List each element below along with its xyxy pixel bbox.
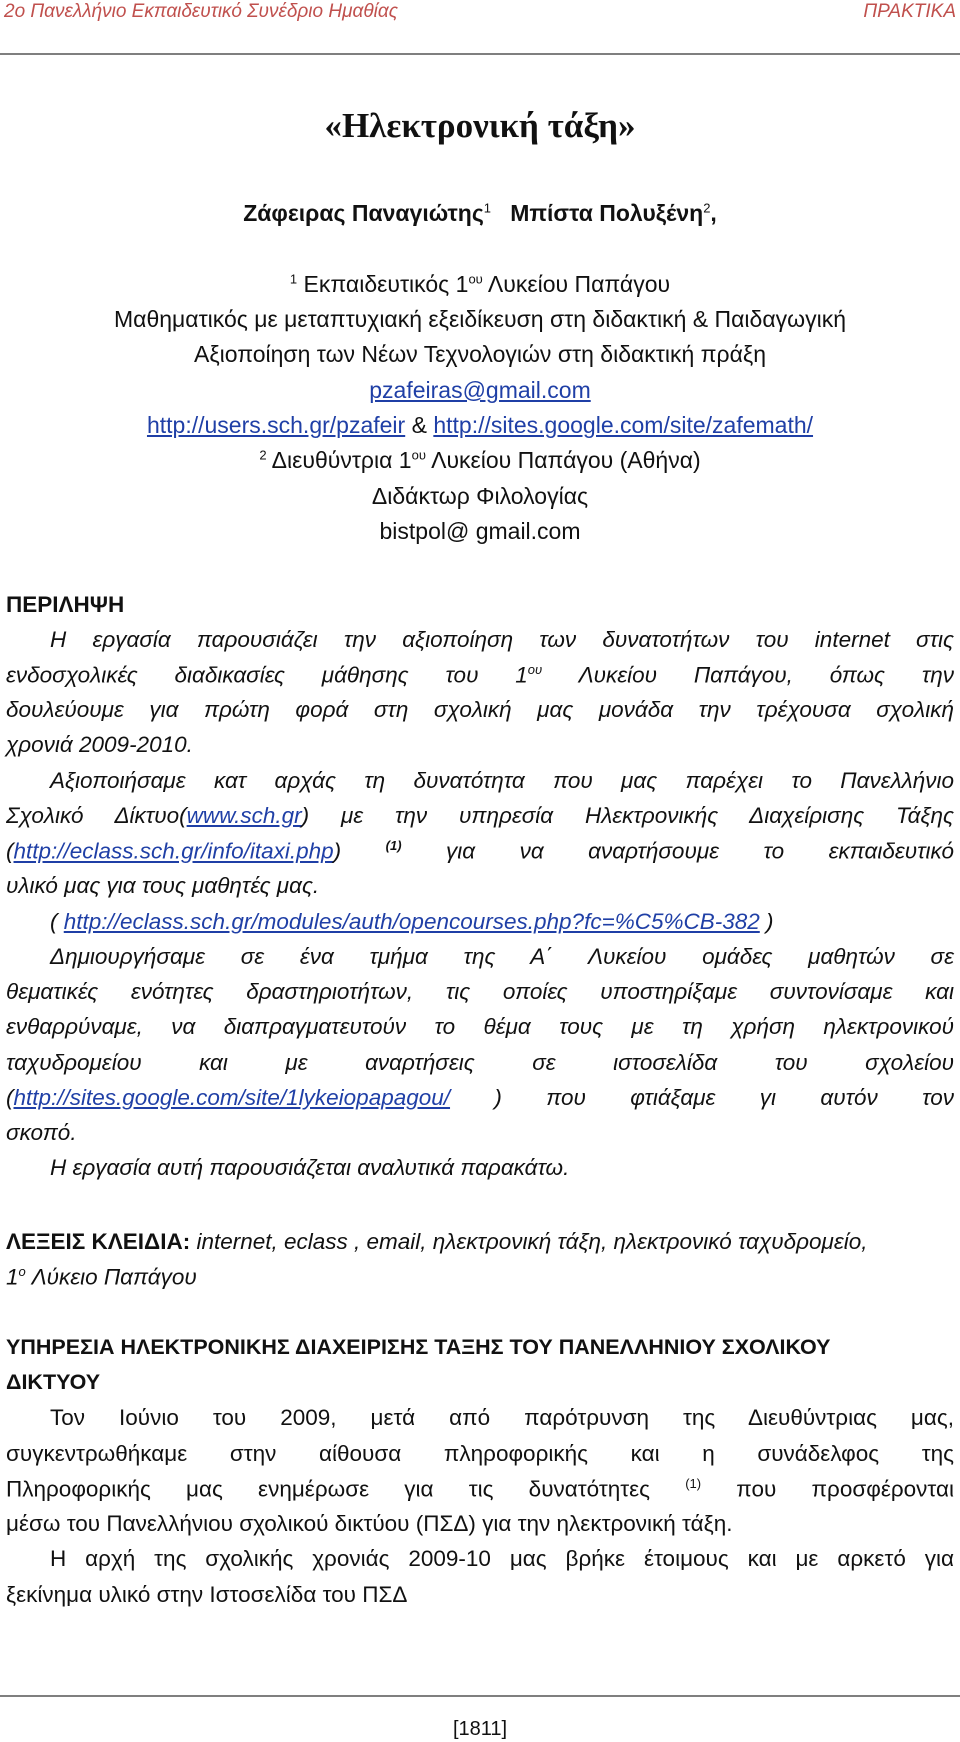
conference-name: 2ο Πανελλήνιο Εκπαιδευτικό Συνέδριο Ημαθίας <box>4 1 398 22</box>
footnote-ref-1b: (1) <box>685 1476 702 1491</box>
affiliation-1-line-3: Αξιοποίηση των Νέων Τεχνολογιών στη διδακτική πράξη <box>193 341 767 367</box>
author-1-url-link-2[interactable]: http://sites.google.com/site/zafemath/ <box>433 412 814 438</box>
author-1: Ζάφειρας Παναγιώτης <box>243 200 484 226</box>
author-1-email-link[interactable]: pzafeiras@gmail.com <box>369 377 591 403</box>
section-p1-line-4: μέσω του Πανελλήνιου σχολικού δικτύου (ΠΣΔ) για την ηλεκτρονική τάξη. <box>6 1511 733 1536</box>
abstract-p4-line-1: Η εργασία αυτή παρουσιάζεται αναλυτικά παρακάτω. <box>50 1155 570 1180</box>
affiliation-2-line-2: Διδάκτωρ Φιλολογίας <box>371 483 589 509</box>
proceedings-label: ΠΡΑΚΤΙΚΑ <box>863 1 956 22</box>
affiliation-1-line-2: Μαθηματικός με μεταπτυχιακή εξειδίκευση στη διδακτική & Παιδαγωγική <box>113 306 846 332</box>
keywords-line-2: $1^o$ Λύκειο Παπάγου <box>6 1264 197 1290</box>
abstract-p1-line-2: ενδοσχολικές διαδικασίες μάθησης του $1^{o\upsilon}$ Λυκείου Παπάγου, όπως την <box>6 662 954 688</box>
running-header <box>0 0 960 56</box>
author-2: Μπίστα Πολυξένη <box>510 200 704 226</box>
abstract-p3-line-4: ταχυδρομείου και με αναρτήσεις σε ιστοσελίδα του σχολείου <box>6 1050 954 1075</box>
keywords-line-1: ΛΕΞΕΙΣ ΚΛΕΙΔΙΑ: internet, eclass , email, ηλεκτρονική τάξη, ηλεκτρονικό ταχυδρομείο, <box>6 1229 868 1254</box>
author-1-sup: 1 <box>483 200 492 216</box>
abstract-p2-line-2: Σχολικό Δίκτυο(www.sch.gr) με την υπηρεσία Ηλεκτρονικής Διαχείρισης Τάξης <box>6 803 954 828</box>
section-p1-line-1: Τον Ιούνιο του 2009, μετά από παρότρυνση της Διευθύντριας μας, <box>50 1405 954 1430</box>
abstract-p2-line-4: υλικό μας για τους μαθητές μας. <box>6 873 320 898</box>
abstract-p3-line-3: ενθαρρύναμε, να διαπραγματευτούν το θέμα τους με τη χρήση ηλεκτρονικού <box>6 1014 954 1039</box>
abstract-p2-line-5: ( http://eclass.sch.gr/modules/auth/opencourses.php?fc=%C5%CB-382 ) <box>50 909 774 934</box>
affiliation-2-line-1: $^2$ Διευθύντρια $1^{o\upsilon}$ Λυκείου Παπάγου (Αθήνα) <box>259 447 701 473</box>
abstract-p3-line-1: Δημιουργήσαμε σε ένα τμήμα της Α΄ Λυκείου ομάδες μαθητών σε <box>50 944 954 969</box>
author-2-sup: 2 <box>703 200 711 216</box>
aff-2-sup: 2 <box>259 447 267 463</box>
footer-rule <box>0 1695 960 1697</box>
affiliation-2-email: bistpol@ gmail.com <box>379 518 581 544</box>
abstract-heading: ΠΕΡΙΛΗΨΗ <box>6 592 125 617</box>
author-1-url-link-1[interactable]: http://users.sch.gr/pzafeir <box>146 412 406 438</box>
abstract-p3-line-6: σκοπό. <box>6 1120 77 1145</box>
paper-title: «Ηλεκτρονική τάξη» <box>324 106 636 145</box>
section-p1-line-3: Πληροφορικής μας ενημέρωσε για τις δυνατότητες $^{(1)}$ που προσφέρονται <box>6 1476 955 1502</box>
footnote-ref-1: (1) <box>385 838 402 853</box>
sch-gr-link[interactable]: www.sch.gr <box>186 803 302 828</box>
abstract-p3-line-5: (http://sites.google.com/site/1lykeiopapagou/ ) που φτιάξαμε γι αυτόν τον <box>6 1085 954 1110</box>
school-site-link[interactable]: http://sites.google.com/site/1lykeiopapagou/ <box>13 1085 451 1110</box>
abstract-p2-line-3: (http://eclass.sch.gr/info/itaxi.php) $^{(1)}$ για να αναρτήσουμε το εκπαιδευτικό <box>6 838 954 864</box>
aff-1-sup: 1 <box>289 271 298 287</box>
keywords-label: ΛΕΞΕΙΣ ΚΛΕΙΔΙΑ: <box>6 1229 191 1254</box>
abstract-p2-line-1: Αξιοποιήσαμε κατ αρχάς τη δυνατότητα που μας παρέχει το Πανελλήνιο <box>50 768 954 793</box>
authors <box>0 200 960 227</box>
page-number: [1811] <box>452 1718 508 1740</box>
affiliation-1-urls: http://users.sch.gr/pzafeir & http://sites.google.com/site/zafemath/ <box>146 412 814 438</box>
section-heading-line-2: ΔΙΚΤΥΟΥ <box>6 1370 101 1394</box>
authors-trailing: , <box>710 200 717 226</box>
section-p1-line-2: συγκεντρωθήκαμε στην αίθουσα πληροφορικής και η συνάδελφος της <box>6 1441 954 1466</box>
section-p2-line-1: Η αρχή της σχολικής χρονιάς 2009-10 μας βρήκε έτοιμους και με αρκετό για <box>50 1546 954 1571</box>
abstract-p1-line-1: Η εργασία παρουσιάζει την αξιοποίηση των δυνατοτήτων του internet στις <box>50 627 954 652</box>
eclass-itaxi-link[interactable]: http://eclass.sch.gr/info/itaxi.php <box>13 838 334 864</box>
abstract-p3-line-2: θεματικές ενότητες δραστηριοτήτων, τις οποίες υποστηρίξαμε συντονίσαμε και <box>6 979 954 1004</box>
eclass-opencourses-link[interactable]: http://eclass.sch.gr/modules/auth/opencourses.php?fc=%C5%CB-382 <box>63 909 760 934</box>
affiliation-1-email-line <box>0 377 960 404</box>
abstract-p1-line-3: δουλεύουμε για πρώτη φορά στη σχολική μας μονάδα την τρέχουσα σχολική <box>6 697 954 722</box>
section-heading-line-1: ΥΠΗΡΕΣΙΑ ΗΛΕΚΤΡΟΝΙΚΗΣ ΔΙΑΧΕΙΡΙΣΗΣ ΤΑΞΗΣ ΤΟΥ ΠΑΝΕΛΛΗΝΙΟΥ ΣΧΟΛΙΚΟΥ <box>6 1335 831 1359</box>
header-rule <box>0 53 960 55</box>
section-p2-line-2: ξεκίνημα υλικό στην Ιστοσελίδα του ΠΣΔ <box>6 1582 408 1607</box>
abstract-p1-line-4: χρονιά 2009-2010. <box>6 732 193 757</box>
affiliation-1-line-1: $^1$ Εκπαιδευτικός $1^{o\upsilon}$ Λυκείου Παπάγου <box>289 271 671 297</box>
